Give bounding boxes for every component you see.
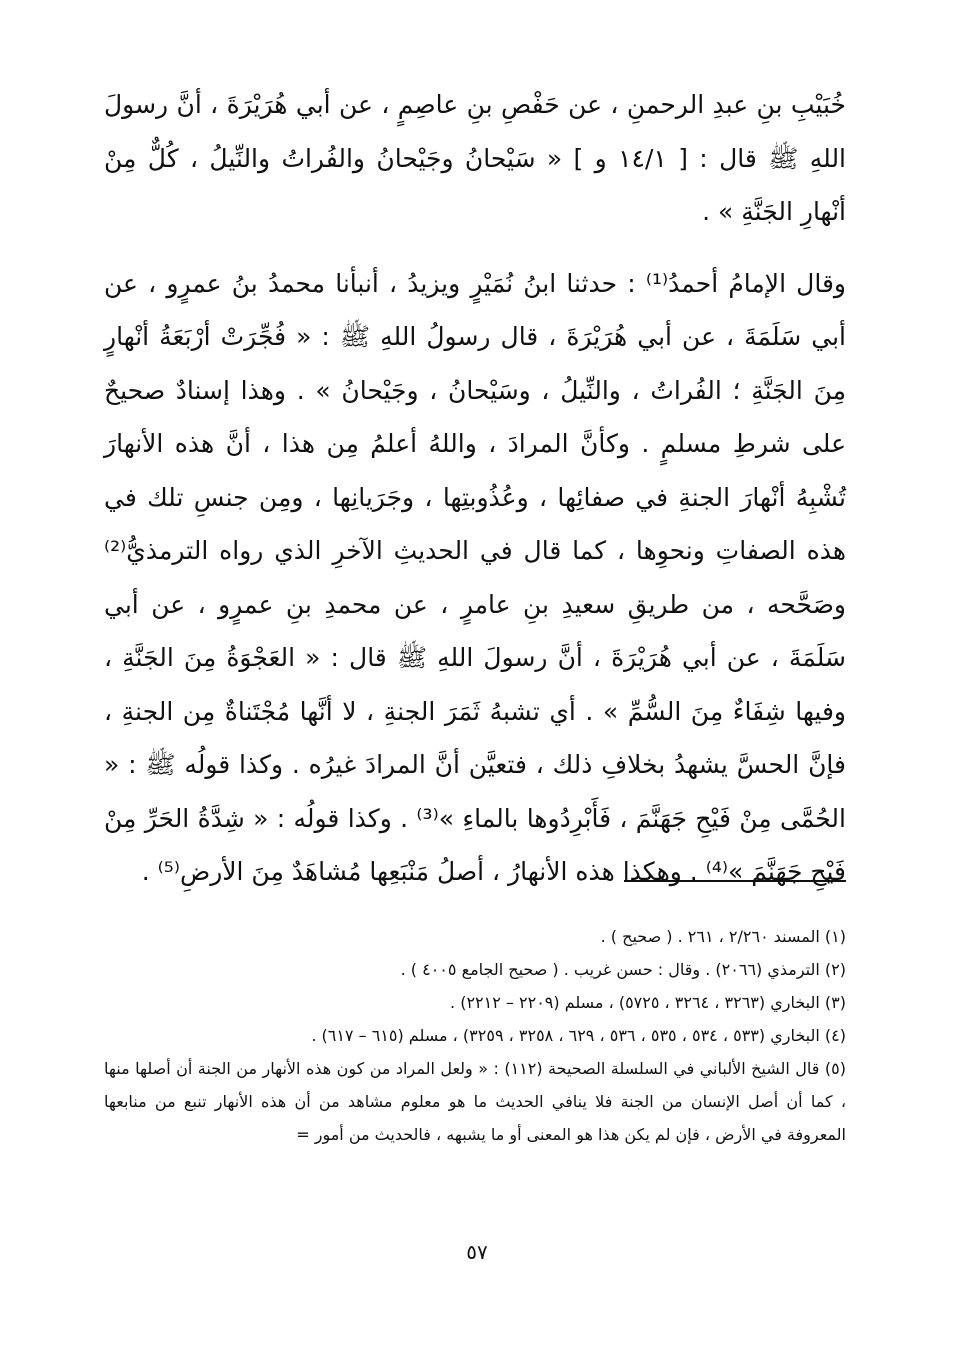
footnote-item: (٤) البخاري (٥٣٣ ، ٥٣٤ ، ٥٣٥ ، ٥٣٦ ، ٦٢٩ ، ٣٢٥٨ ، ٣٢٥٩) ، مسلم (٦١٥ – ٦١٧) .: [311, 1026, 846, 1045]
footnote-divider: [624, 880, 846, 882]
footnote-item: (١) المسند ٢/٢٦٠ ، ٢٦١ . ( صحيح ) .: [600, 927, 846, 946]
main-text-block: [104, 78, 846, 899]
body-paragraph: وقال الإمامُ أحمدُ⁽¹⁾ : حدثنا ابنُ نُمَيْرٍ ويزيدُ ، أنبأنا محمدُ بنُ عمرٍو ، عن أبي سَلَمَةَ ، عن أبي هُرَيْرَةَ ، قال رسولُ اللهِ ﷺ : « فُجِّرَتْ أرْبَعَةُ أنْهارٍ مِنَ الجَنَّةِ ؛ الفُراتُ ، والنِّيلُ ، وسَيْحانُ ، وجَيْحانُ » . وهذا إسنادٌ صحيحٌ على شرطِ مسلمٍ . وكأنَّ المرادَ ، واللهُ أعلمُ مِن هذا ، أنَّ هذه الأنهارَ تُشْبِهُ أنْهارَ الجنةِ في صفائِها ، وعُذُوبتِها ، وجَرَيانِها ، ومِن جنسِ تلك في هذه الصفاتِ ونحوِها ، كما قال في الحديثِ الآخرِ الذي رواه الترمذيُّ⁽²⁾ وصَحَّحه ، من طريقِ سعيدِ بنِ عامرٍ ، عن محمدِ بنِ عمرٍو ، عن أبي سَلَمَةَ ، عن أبي هُرَيْرَةَ ، أنَّ رسولَ اللهِ ﷺ قال : « العَجْوَةُ مِنَ الجَنَّةِ ، وفيها شِفَاءٌ مِنَ السُّمِّ » . أي تشبهُ ثَمَرَ الجنةِ ، لا أنَّها مُجْتَناةٌ مِن الجنةِ ، فإنَّ الحسَّ يشهدُ بخلافِ ذلك ، فتعيَّن أنَّ المرادَ غيرُه . وكذا قولُه ﷺ : « الحُمَّى مِنْ فَيْحِ جَهَنَّمَ ، فَأَبْرِدُوها بالماءِ »⁽³⁾ . وكذا قولُه : « شِدَّةُ الحَرِّ مِنْ فَيْحِ جَهَنَّمَ »⁽⁴⁾ . وهكذا هذه الأنهارُ ، أصلُ مَنْبَعِها مُشاهَدٌ مِنَ الأرضِ⁽⁵⁾ .: [104, 268, 846, 886]
body-paragraph: خُبَيْبِ بنِ عبدِ الرحمنِ ، عن حَفْصِ بنِ عاصِمٍ ، عن أبي هُرَيْرَةَ ، أنَّ رسولَ اللهِ ﷺ قال : [ ١٤/١ و ] « سَيْحانُ وجَيْحانُ والفُراتُ والنِّيلُ ، كُلٌّ مِنْ أنْهارِ الجَنَّةِ » .: [104, 90, 847, 226]
page-number: ٥٧: [466, 1240, 488, 1264]
footnote-item: (٣) البخاري (٣٢٦٣ ، ٣٢٦٤ ، ٥٧٢٥) ، مسلم (٢٢٠٩ – ٢٢١٢) .: [450, 993, 846, 1012]
footnotes-list: [104, 920, 846, 1151]
footnote-item: (٢) الترمذي (٢٠٦٦) . وقال : حسن غريب . ( صحيح الجامع ٤٠٠٥ ) .: [400, 960, 846, 979]
footnote-item: (٥) قال الشيخ الألباني في السلسلة الصحيحة (١١٢) : « ولعل المراد من كون هذه الأنهار من الجنة أن أصلها منها ، كما أن أصل الإنسان من الجنة فلا ينافي الحديث ما هو معلوم مشاهد من أن هذه الأنهار تنبع من منابعها المعروفة في الأرض ، فإن لم يكن هذا هو المعنى أو ما يشبهه ، فالحديث من أمور =: [104, 1059, 846, 1144]
